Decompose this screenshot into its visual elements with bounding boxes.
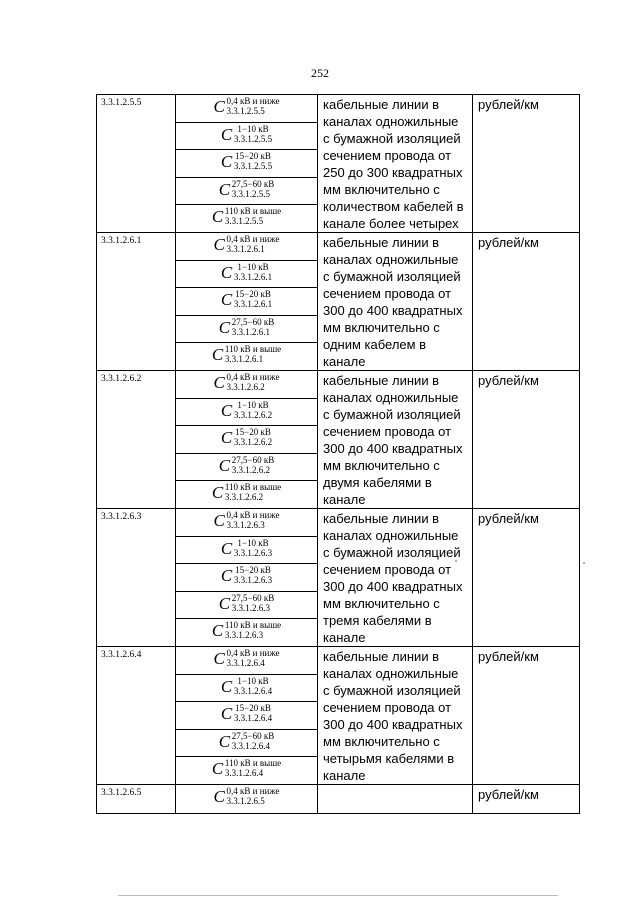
tariff-voltage-superscript: 27,5−60 кВ <box>231 316 275 327</box>
tariff-index-subscript: 3.3.1.2.5.5 <box>233 133 273 144</box>
tariff-symbol-letter: C <box>220 124 233 144</box>
tariff-voltage-superscript: 110 кВ и выше <box>224 620 282 631</box>
rate-unit: рублей/км <box>473 233 580 371</box>
tariff-symbol-cell <box>176 536 318 564</box>
tariff-index-subscript: 3.3.1.2.5.5 <box>233 161 273 172</box>
tariff-index-subscript: 3.3.1.2.6.1 <box>233 299 273 310</box>
tariff-symbol-cell <box>176 205 318 233</box>
tariff-table <box>96 94 580 814</box>
tariff-symbol-letter: C <box>211 621 224 641</box>
tariff-formula <box>221 676 272 696</box>
tariff-row <box>97 233 580 261</box>
rate-description: кабельные линии в каналах одножильные с бумажной изоляцией сечением провода от 250 до 300 квадратных мм включительно с количеством кабелей в канале более четырех <box>318 95 473 233</box>
tariff-symbol-cell <box>176 757 318 785</box>
tariff-formula <box>214 372 280 392</box>
tariff-formula <box>221 427 272 447</box>
tariff-voltage-superscript: 15−20 кВ <box>235 427 271 438</box>
tariff-row <box>97 647 580 675</box>
tariff-index-subscript: 3.3.1.2.6.4 <box>224 768 264 779</box>
rate-code: 3.3.1.2.6.1 <box>97 233 176 371</box>
tariff-index-subscript: 3.3.1.2.6.5 <box>226 796 265 806</box>
tariff-formula <box>212 344 281 364</box>
tariff-symbol-letter: C <box>213 235 225 254</box>
tariff-formula <box>221 400 272 420</box>
rate-code: 3.3.1.2.6.5 <box>97 785 176 814</box>
scan-speck <box>455 560 457 562</box>
tariff-symbol-letter: C <box>213 511 225 530</box>
tariff-formula <box>214 786 280 806</box>
tariff-formula <box>219 179 274 199</box>
tariff-index-subscript: 3.3.1.2.5.5 <box>231 188 271 199</box>
tariff-formula <box>221 124 272 144</box>
tariff-symbol-letter: C <box>220 152 233 172</box>
tariff-voltage-superscript: 1−10 кВ <box>237 261 269 272</box>
tariff-index-subscript: 3.3.1.2.6.4 <box>226 658 265 668</box>
tariff-index-subscript: 3.3.1.2.6.4 <box>233 713 273 724</box>
tariff-symbol-cell <box>176 785 318 814</box>
tariff-row <box>97 509 580 537</box>
rate-unit: рублей/км <box>473 371 580 509</box>
tariff-voltage-superscript: 15−20 кВ <box>235 289 271 300</box>
tariff-symbol-letter: C <box>220 538 233 558</box>
tariff-symbol-cell <box>176 702 318 730</box>
tariff-symbol-letter: C <box>220 262 233 282</box>
tariff-index-subscript: 3.3.1.2.6.1 <box>231 326 271 337</box>
tariff-voltage-superscript: 0,4 кВ и ниже <box>226 510 280 520</box>
tariff-symbol-letter: C <box>220 400 233 420</box>
tariff-formula <box>219 317 274 337</box>
tariff-symbol-letter: C <box>220 704 233 724</box>
tariff-row <box>97 371 580 399</box>
tariff-index-subscript: 3.3.1.2.6.2 <box>233 437 273 448</box>
tariff-symbol-letter: C <box>218 731 231 751</box>
tariff-voltage-superscript: 110 кВ и выше <box>224 758 282 769</box>
rate-code: 3.3.1.2.5.5 <box>97 95 176 233</box>
tariff-symbol-cell <box>176 591 318 619</box>
tariff-symbol-letter: C <box>211 345 224 365</box>
rate-description: кабельные линии в каналах одножильные с бумажной изоляцией сечением провода от 300 до 400 квадратных мм включительно с двумя кабелями в канале <box>318 371 473 509</box>
tariff-voltage-superscript: 0,4 кВ и ниже <box>226 234 280 244</box>
tariff-index-subscript: 3.3.1.2.6.3 <box>226 520 265 530</box>
tariff-symbol-cell <box>176 729 318 757</box>
rate-unit: рублей/км <box>473 95 580 233</box>
tariff-voltage-superscript: 27,5−60 кВ <box>231 178 275 189</box>
tariff-symbol-letter: C <box>211 207 224 227</box>
tariff-index-subscript: 3.3.1.2.6.1 <box>224 354 264 365</box>
scan-bottom-edge <box>118 895 558 896</box>
tariff-symbol-letter: C <box>213 649 225 668</box>
rate-description: кабельные линии в каналах одножильные с бумажной изоляцией сечением провода от 300 до 400 квадратных мм включительно с тремя кабелями в канале <box>318 509 473 647</box>
tariff-voltage-superscript: 15−20 кВ <box>235 151 271 162</box>
tariff-index-subscript: 3.3.1.2.6.3 <box>233 547 273 558</box>
tariff-formula <box>219 731 274 751</box>
page-number: 252 <box>311 66 329 80</box>
tariff-index-subscript: 3.3.1.2.6.3 <box>231 602 271 613</box>
tariff-voltage-superscript: 27,5−60 кВ <box>231 592 275 603</box>
tariff-index-subscript: 3.3.1.2.6.4 <box>233 685 273 696</box>
rate-description: кабельные линии в каналах одножильные с бумажной изоляцией сечением провода от 300 до 400 квадратных мм включительно с четырьмя кабелями в канале <box>318 647 473 785</box>
tariff-symbol-cell <box>176 122 318 150</box>
tariff-symbol-letter: C <box>220 290 233 310</box>
tariff-voltage-superscript: 1−10 кВ <box>237 123 269 134</box>
rate-code: 3.3.1.2.6.3 <box>97 509 176 647</box>
rate-code: 3.3.1.2.6.4 <box>97 647 176 785</box>
tariff-index-subscript: 3.3.1.2.5.5 <box>224 216 264 227</box>
tariff-symbol-cell <box>176 509 318 537</box>
tariff-formula <box>221 289 272 309</box>
tariff-symbol-cell <box>176 481 318 509</box>
tariff-index-subscript: 3.3.1.2.5.5 <box>226 106 265 116</box>
tariff-index-subscript: 3.3.1.2.6.2 <box>231 464 271 475</box>
tariff-symbol-letter: C <box>211 483 224 503</box>
tariff-index-subscript: 3.3.1.2.6.3 <box>224 630 264 641</box>
rate-unit: рублей/км <box>473 647 580 785</box>
tariff-formula <box>219 455 274 475</box>
tariff-symbol-cell <box>176 315 318 343</box>
rate-description: кабельные линии в каналах одножильные с бумажной изоляцией сечением провода от 300 до 400 квадратных мм включительно с одним кабелем в канале <box>318 233 473 371</box>
scan-speck <box>583 562 585 564</box>
tariff-formula <box>214 96 280 116</box>
tariff-symbol-cell <box>176 233 318 261</box>
tariff-symbol-letter: C <box>213 787 225 806</box>
tariff-symbol-cell <box>176 288 318 316</box>
tariff-symbol-cell <box>176 150 318 178</box>
rate-unit: рублей/км <box>473 509 580 647</box>
tariff-symbol-cell <box>176 371 318 399</box>
tariff-formula <box>212 206 281 226</box>
tariff-symbol-cell <box>176 343 318 371</box>
tariff-formula <box>221 703 272 723</box>
tariff-symbol-letter: C <box>220 566 233 586</box>
tariff-voltage-superscript: 0,4 кВ и ниже <box>226 372 280 382</box>
tariff-voltage-superscript: 15−20 кВ <box>235 565 271 576</box>
tariff-symbol-cell <box>176 564 318 592</box>
tariff-symbol-letter: C <box>218 179 231 199</box>
tariff-index-subscript: 3.3.1.2.6.4 <box>231 740 271 751</box>
tariff-formula <box>212 482 281 502</box>
tariff-index-subscript: 3.3.1.2.6.1 <box>233 271 273 282</box>
tariff-voltage-superscript: 1−10 кВ <box>237 675 269 686</box>
tariff-symbol-cell <box>176 95 318 123</box>
tariff-symbol-letter: C <box>218 317 231 337</box>
tariff-voltage-superscript: 15−20 кВ <box>235 703 271 714</box>
tariff-symbol-cell <box>176 647 318 675</box>
tariff-index-subscript: 3.3.1.2.6.1 <box>226 244 265 254</box>
tariff-symbol-letter: C <box>220 676 233 696</box>
tariff-symbol-cell <box>176 260 318 288</box>
tariff-voltage-superscript: 1−10 кВ <box>237 399 269 410</box>
tariff-formula <box>221 262 272 282</box>
tariff-voltage-superscript: 0,4 кВ и ниже <box>226 648 280 658</box>
tariff-symbol-letter: C <box>218 593 231 613</box>
tariff-voltage-superscript: 110 кВ и выше <box>224 344 282 355</box>
tariff-formula <box>221 151 272 171</box>
tariff-formula <box>214 234 280 254</box>
rate-unit: рублей/км <box>473 785 580 814</box>
tariff-index-subscript: 3.3.1.2.6.2 <box>233 409 273 420</box>
tariff-symbol-cell <box>176 398 318 426</box>
tariff-symbol-cell <box>176 453 318 481</box>
tariff-formula <box>221 565 272 585</box>
tariff-formula <box>219 593 274 613</box>
tariff-formula <box>214 510 280 530</box>
tariff-formula <box>214 648 280 668</box>
tariff-symbol-letter: C <box>211 759 224 779</box>
tariff-symbol-letter: C <box>213 97 225 116</box>
tariff-symbol-letter: C <box>220 428 233 448</box>
rate-description <box>318 785 473 814</box>
tariff-row <box>97 95 580 123</box>
tariff-formula <box>221 538 272 558</box>
tariff-index-subscript: 3.3.1.2.6.2 <box>224 492 264 503</box>
tariff-symbol-cell <box>176 619 318 647</box>
tariff-voltage-superscript: 27,5−60 кВ <box>231 454 275 465</box>
tariff-voltage-superscript: 1−10 кВ <box>237 537 269 548</box>
tariff-index-subscript: 3.3.1.2.6.3 <box>233 575 273 586</box>
tariff-formula <box>212 620 281 640</box>
tariff-symbol-cell <box>176 674 318 702</box>
tariff-symbol-letter: C <box>213 373 225 392</box>
tariff-index-subscript: 3.3.1.2.6.2 <box>226 382 265 392</box>
tariff-formula <box>212 758 281 778</box>
tariff-voltage-superscript: 27,5−60 кВ <box>231 730 275 741</box>
tariff-symbol-cell <box>176 426 318 454</box>
tariff-voltage-superscript: 110 кВ и выше <box>224 206 282 217</box>
rate-code: 3.3.1.2.6.2 <box>97 371 176 509</box>
tariff-voltage-superscript: 0,4 кВ и ниже <box>226 96 280 106</box>
tariff-voltage-superscript: 0,4 кВ и ниже <box>226 786 280 796</box>
tariff-symbol-letter: C <box>218 455 231 475</box>
tariff-row <box>97 785 580 814</box>
tariff-table-body <box>97 95 580 814</box>
tariff-symbol-cell <box>176 177 318 205</box>
tariff-voltage-superscript: 110 кВ и выше <box>224 482 282 493</box>
